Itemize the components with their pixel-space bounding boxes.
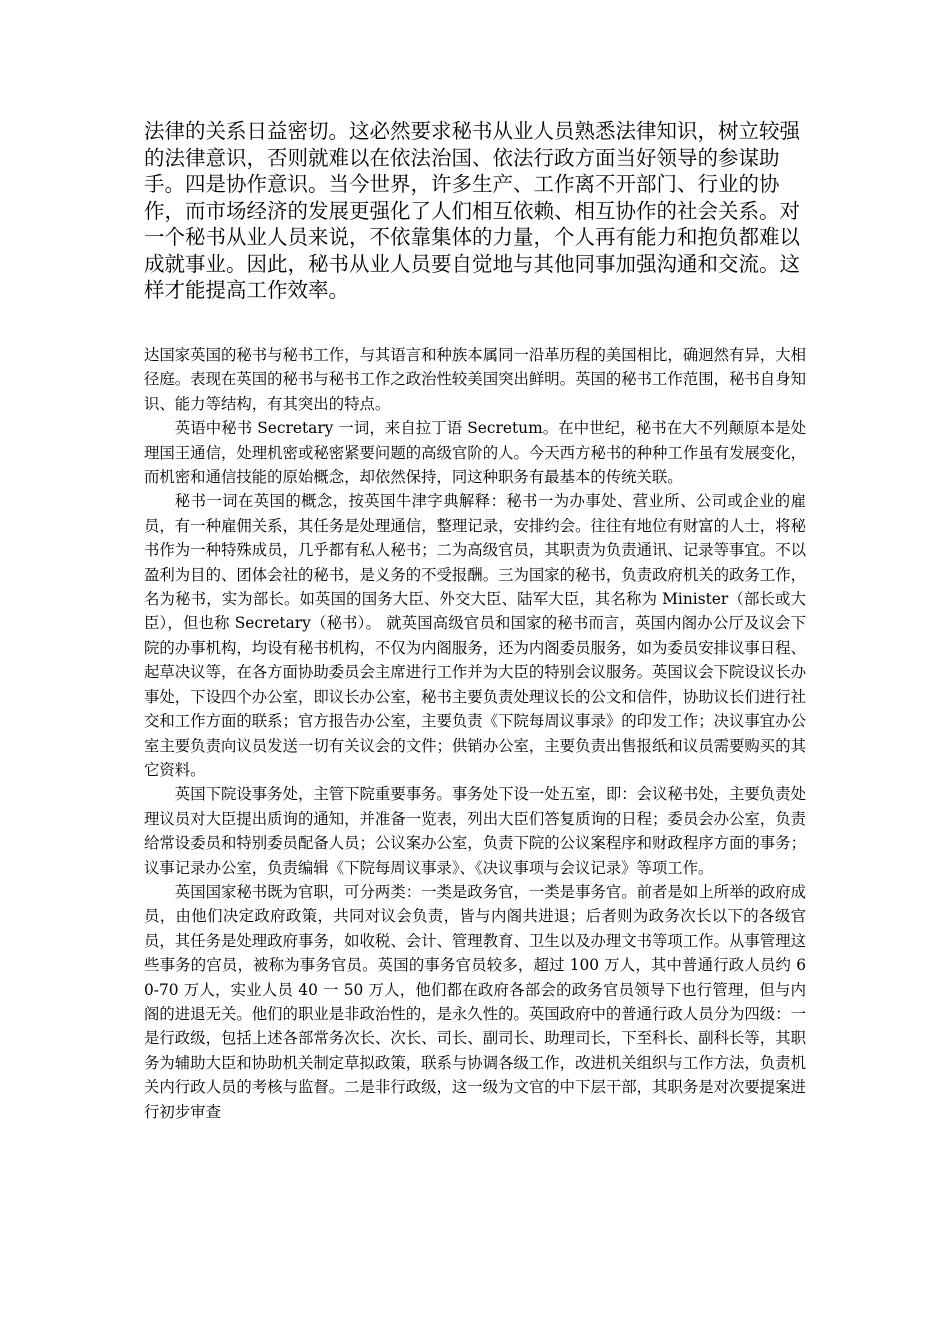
paragraph-4: 英国下院设事务处，主管下院重要事务。事务处下设一处五室，即：会议秘书处，主要负责处理议员对大臣提出质询的通知，并准备一览表，列出大臣们答复质询的日程；委员会办公室，负责给常设委员和特别委员配备人员；公议案办公室，负责下院的公议案程序和财政程序方面的事务；议事记录办公室，负责编辑《下院每周议事录》、《决议事项与会议记录》等项工作。 [144,785,806,877]
paragraph-1: 达国家英国的秘书与秘书工作，与其语言和种族本属同一沿革历程的美国相比，确迥然有异，大相径庭。表现在英国的秘书与秘书工作之政治性较美国突出鲜明。英国的秘书工作范围，秘书自身知识、能力等结构，有其突出的特点。 [144,346,806,413]
paragraph-2: 英语中秘书 Secretary 一词，来自拉丁语 Secretum。在中世纪，秘书在大不列颠原本是处理国王通信，处理机密或秘密紧要问题的高级官阶的人。今天西方秘书的种种工作虽有发展变化，而机密和通信技能的原始概念，却依然保持，同这种职务有最基本的传统关联。 [144,419,806,487]
document-body [144,343,806,1124]
paragraph-5: 英国国家秘书既为官职，可分两类：一类是政务官，一类是事务官。前者是如上所举的政府成员，由他们决定政府政策，共同对议会负责，皆与内阁共进退；后者则为政务次长以下的各级官员，其任务是处理政府事务，如收税、会计、管理教育、卫生以及办理文书等项工作。从事管理这些事务的宫员，被称为事务官员。英国的事务官员较多，超过 100 万人，其中普通行政人员约 60-70 万人，实业人员 40 一 50 万人，他们都在政府各部会的政务官员领导下也行管理，但与内阁的进退无关。他们的职业是非政治性的，是永久性的。英国政府中的普通行政人员分为四级：一是行政级，包括上述各部常务次长、次长、司长、副司长、助理司长，下至科长、副科长等，其职务为辅助大臣和协助机关制定草拟政策，联系与协调各级工作，改进机关组织与工作方法，负责机关内行政人员的考核与监督。二是非行政级，这一级为文官的中下层干部，其职务是对次要提案进行初步审查 [144,882,806,1121]
intro-paragraph: 法律的关系日益密切。这必然要求秘书从业人员熟悉法律知识，树立较强的法律意识，否则就难以在依法治国、依法行政方面当好领导的参谋助手。四是协作意识。当今世界，许多生产、工作离不开部门、行业的协作，而市场经济的发展更强化了人们相互依赖、相互协作的社会关系。对一个秘书从业人员来说，不依靠集体的力量，个人再有能力和抱负都难以成就事业。因此，秘书从业人员要自觉地与其他同事加强沟通和交流。这样才能提高工作效率。 [144,119,800,302]
paragraph-3: 秘书一词在英国的概念，按英国牛津字典解释：秘书一为办事处、营业所、公司或企业的雇员，有一种雇佣关系，其任务是处理通信，整理记录，安排约会。往往有地位有财富的人士，将秘书作为一种特殊成员，几乎都有私人秘书；二为高级官员，其职责为负责通讯、记录等事宜。不以盈利为目的、团体会社的秘书，是义务的不受报酬。三为国家的秘书，负责政府机关的政务工作，名为秘书，实为部长。如英国的国务大臣、外交大臣、陆军大臣，其名称为 Minister（部长或大臣），但也称 Secretary（秘书）。 就英国高级官员和国家的秘书而言，英国内阁办公厅及议会下院的办事机构，均设有秘书机构，不仅为内阁服务，还为内阁委员服务，如为委员安排议事日程、起草决议等，在各方面协助委员会主席进行工作并为大臣的特别会议服务。英国议会下院设议长办事处，下设四个办公室，即议长办公室，秘书主要负责处理议长的公文和信件，协助议长们进行社交和工作方面的联系；官方报告办公室，主要负责《下院每周议事录》的印发工作；决议事宜办公室主要负责向议员发送一切有关议会的文件；供销办公室，主要负责出售报纸和议员需要购买的其它资料。 [144,492,806,779]
